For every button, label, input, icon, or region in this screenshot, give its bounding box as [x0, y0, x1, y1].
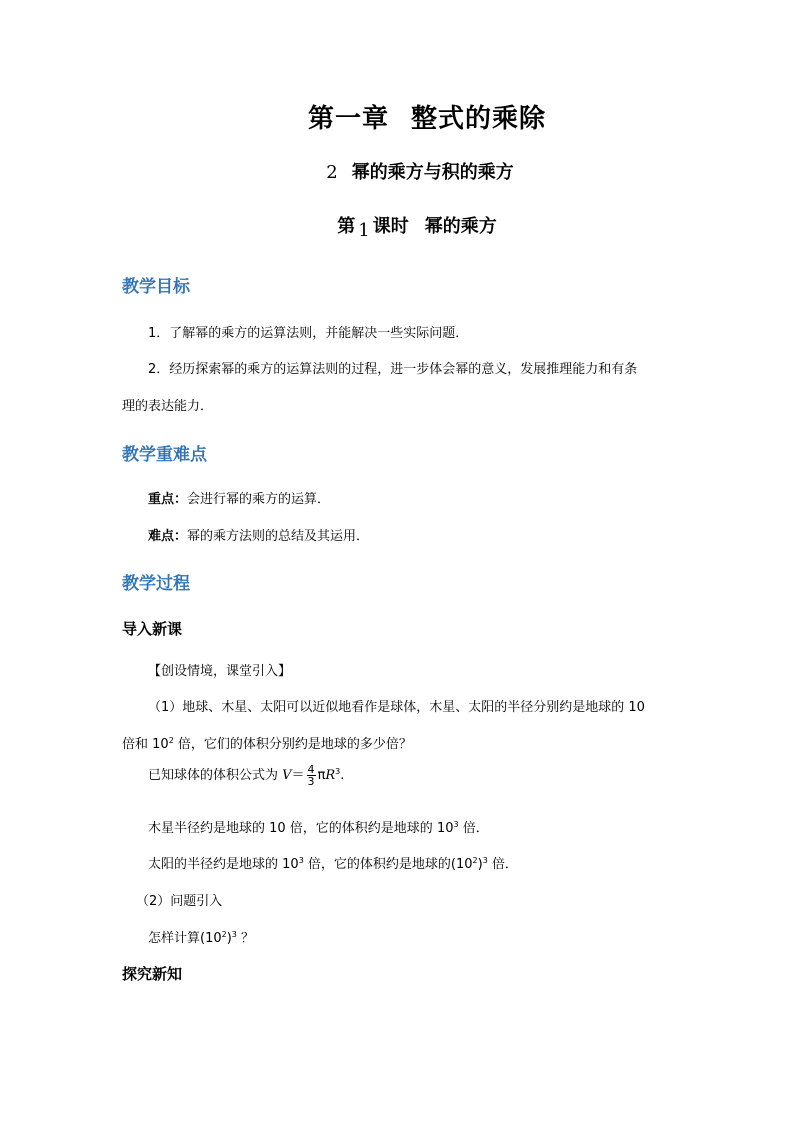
focus-label: 重点： [148, 492, 188, 507]
jupiter-line [148, 817, 489, 836]
sun-text-a: 太阳的半径约是地球的 10 [148, 857, 299, 872]
explore-heading: 探究新知 [122, 965, 183, 983]
question-1-line-1: （1）地球、木星、太阳可以近似地看作是球体，木星、太阳的半径分别约是地球的 10 [148, 700, 645, 715]
section-name: 幂的乘方与积的乘方 [351, 162, 514, 183]
difficulty-label: 难点： [148, 529, 188, 544]
goal-item-1: 1．了解幂的乘方的运算法则，并能解决一些实际问题． [148, 326, 469, 341]
calc-text-c: ？ [236, 931, 255, 946]
formula-fraction [307, 764, 316, 787]
fraction-denominator: 3 [307, 775, 315, 788]
volume-formula-line [148, 764, 344, 787]
lesson-prefix: 第 [337, 216, 356, 237]
sun-text-d: 倍． [487, 857, 518, 872]
jupiter-exponent: 3 [453, 820, 459, 829]
calc-exponent-2: 3 [231, 930, 237, 939]
question-1-line-2 [122, 733, 412, 752]
jupiter-text-a: 木星半径约是地球的 10 倍，它的体积约是地球的 10 [148, 821, 454, 836]
intro-heading: 导入新课 [122, 620, 183, 638]
scenario-label: 【创设情境，课堂引入】 [148, 664, 292, 679]
question-2: （2）问题引入 [136, 894, 223, 909]
calc-question [148, 927, 254, 946]
formula-pi: π [317, 768, 326, 783]
sun-text-c: ) [477, 857, 483, 872]
sun-exponent-3: 3 [482, 856, 488, 865]
chapter-number: 第一章 [307, 104, 389, 134]
process-heading: 教学过程 [122, 574, 190, 594]
q1-exponent: 2 [168, 736, 174, 745]
focus-line [148, 488, 330, 507]
focus-text: 会进行幂的乘方的运算． [187, 492, 331, 507]
calc-text-b: ) [226, 931, 232, 946]
difficulty-line [148, 525, 369, 544]
formula-v: V [282, 768, 292, 783]
formula-exponent: 3 [335, 767, 341, 776]
formula-text: 已知球体的体积公式为 [148, 768, 283, 783]
sun-exponent-2: 2 [472, 856, 478, 865]
sun-exponent-1: 3 [298, 856, 304, 865]
lesson-suffix: 课时 [372, 216, 409, 237]
lesson-name: 幂的乘方 [424, 216, 497, 237]
chapter-name: 整式的乘除 [411, 104, 547, 134]
goal-item-2-line-2: 理的表达能力． [122, 399, 214, 414]
lesson-number: 1 [358, 220, 370, 241]
formula-end: . [340, 768, 345, 783]
sun-line [148, 853, 518, 872]
jupiter-text-b: 倍． [458, 821, 489, 836]
chapter-title [0, 98, 794, 135]
q1-text-b: 倍，它们的体积分别约是地球的多少倍？ [173, 737, 412, 752]
section-title [0, 158, 794, 184]
calc-exponent-1: 2 [221, 930, 227, 939]
difficulty-text: 幂的乘方法则的总结及其运用． [187, 529, 370, 544]
goal-item-2-line-1: 2．经历探索幂的乘方的运算法则的过程，进一步体会幂的意义，发展推理能力和有条 [148, 362, 638, 377]
sun-text-b: 倍，它的体积约是地球的(10 [303, 857, 473, 872]
key-points-heading: 教学重难点 [122, 445, 207, 465]
q1-text-a: 倍和 10 [122, 737, 169, 752]
fraction-numerator: 4 [307, 763, 315, 776]
section-number: 2 [326, 162, 338, 183]
lesson-title [0, 212, 794, 241]
goals-heading: 教学目标 [122, 277, 190, 297]
formula-r: R [325, 768, 336, 783]
formula-equals: ＝ [291, 768, 305, 783]
calc-text-a: 怎样计算(10 [148, 931, 222, 946]
